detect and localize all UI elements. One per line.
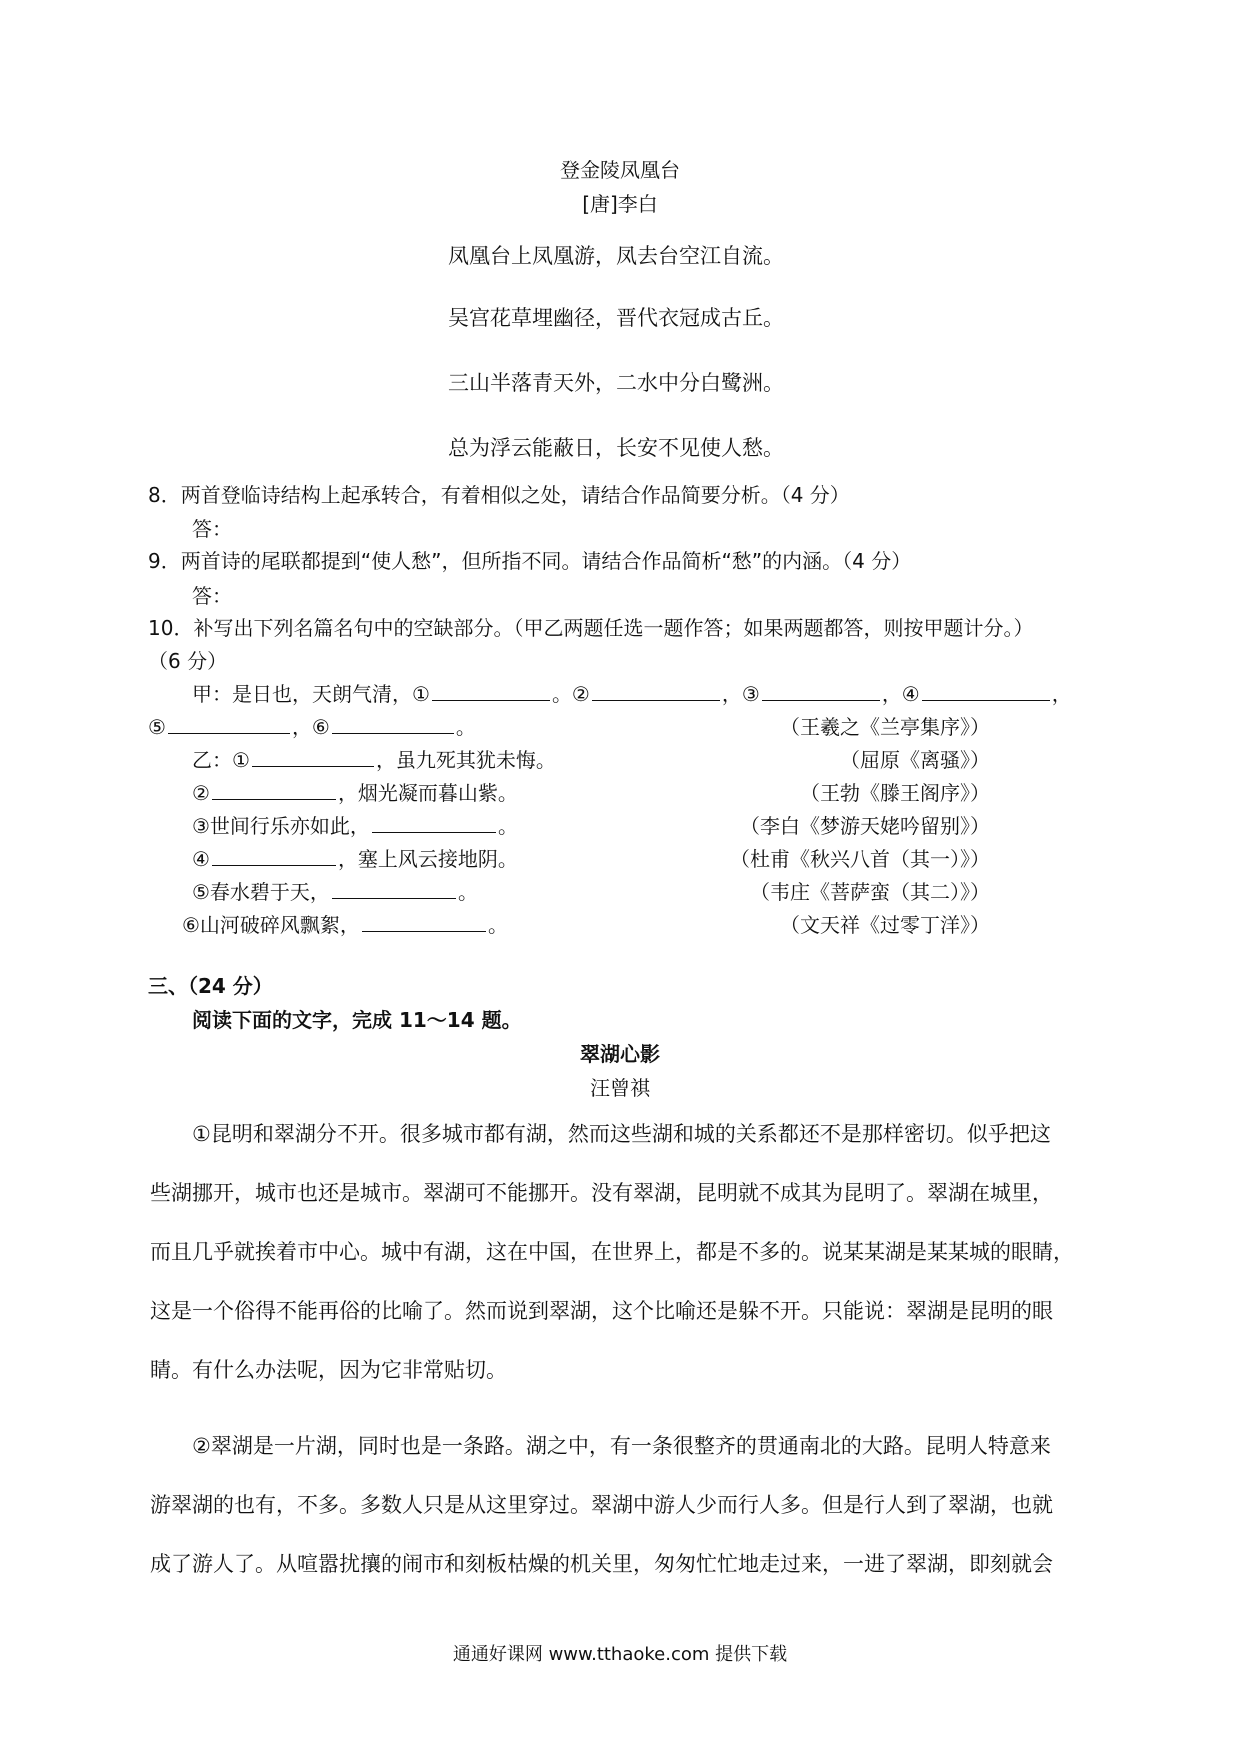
article-title: 翠湖心影 [580,1042,660,1066]
fill-source: （屈原《离骚》） [840,748,990,772]
paragraph-line: 这是一个俗得不能再俗的比喻了。然而说到翠湖，这个比喻还是躲不开。只能说：翠湖是昆明的眼 [150,1299,1053,1323]
fill-jia-label: ，⑥ [291,715,330,739]
fill-jia-label: ⑤ [148,715,166,739]
poem-line: 总为浮云能蔽日，长安不见使人愁。 [448,436,784,460]
fill-source: （王勃《滕王阁序》） [800,781,990,805]
answer-blank[interactable] [592,682,720,701]
paragraph-line: 游翠湖的也有，不多。多数人只是从这里穿过。翠湖中游人少而行人多。但是行人到了翠湖，也就 [150,1493,1053,1517]
fill-yi-prefix: 乙：① [192,748,250,772]
fill-yi-prefix: ② [192,781,210,805]
fill-yi-text: ，塞上风云接地阴。 [337,847,518,871]
fill-yi-end: 。 [497,814,518,838]
paragraph-line: 睛。有什么办法呢，因为它非常贴切。 [150,1358,507,1382]
fill-source: （韦庄《菩萨蛮（其二）》） [750,880,990,904]
fill-yi-3 [192,810,518,839]
answer-blank[interactable] [332,715,454,734]
fill-jia-prefix: 甲：是日也，天朗气清，① [192,682,430,706]
question-9: 9．两首诗的尾联都提到“使人愁”，但所指不同。请结合作品简析“愁”的内涵。（4 分） [148,549,912,573]
answer-blank[interactable] [168,715,290,734]
answer-blank[interactable] [762,682,880,701]
answer-blank[interactable] [332,880,456,899]
answer-blank[interactable] [372,814,496,833]
answer-blank[interactable] [212,847,336,866]
answer-blank[interactable] [252,748,374,767]
poem-line: 三山半落青天外，二水中分白鹭洲。 [448,371,784,395]
answer-blank[interactable] [922,682,1050,701]
paragraph-line: 些湖挪开，城市也还是城市。翠湖可不能挪开。没有翠湖，昆明就不成其为昆明了。翠湖在城里， [150,1181,1053,1205]
paragraph-line: 成了游人了。从喧嚣扰攘的闹市和刻板枯燥的机关里，匆匆忙忙地走过来，一进了翠湖，即刻就会 [150,1552,1053,1576]
fill-jia-comma: ， [1051,682,1072,706]
fill-jia-sep: ，④ [881,682,920,706]
section-instruction: 阅读下面的文字，完成 11～14 题。 [192,1008,522,1032]
fill-yi-text: ⑥山河破碎风飘絮， [182,913,360,937]
paragraph-line: ②翠湖是一片湖，同时也是一条路。湖之中，有一条很整齐的贯通南北的大路。昆明人特意来 [192,1434,1051,1458]
answer-blank[interactable] [212,781,336,800]
answer-label: 答： [192,517,232,541]
section-header: 三、（24 分） [148,974,273,998]
fill-yi-end: 。 [487,913,508,937]
fill-jia-sep: ，③ [721,682,760,706]
answer-blank[interactable] [362,913,486,932]
fill-source: （王羲之《兰亭集序》） [780,715,990,739]
fill-source: （李白《梦游天姥吟留别》） [740,814,990,838]
page-footer: 通通好课网 www.tthaoke.com 提供下载 [452,1644,788,1665]
paragraph-line: 而且几乎就挨着市中心。城中有湖，这在中国，在世界上，都是不多的。说某某湖是某某城的眼睛， [150,1240,1074,1264]
fill-yi-text: ，虽九死其犹未悔。 [375,748,556,772]
fill-yi-text: ，烟光凝而暮山紫。 [337,781,518,805]
fill-yi-6 [182,909,508,938]
fill-source: （杜甫《秋兴八首（其一）》） [730,847,990,871]
answer-blank[interactable] [432,682,550,701]
fill-yi-4 [192,843,518,872]
paragraph-line: ①昆明和翠湖分不开。很多城市都有湖，然而这些湖和城的关系都还不是那样密切。似乎把这 [192,1122,1051,1146]
question-8: 8．两首登临诗结构上起承转合，有着相似之处，请结合作品简要分析。（4 分） [148,483,850,507]
fill-yi-text: ③世间行乐亦如此， [192,814,370,838]
fill-yi-prefix: ④ [192,847,210,871]
article-author: 汪曾祺 [590,1076,650,1100]
fill-jia-line1 [192,678,1072,707]
poem-line: 吴宫花草埋幽径，晋代衣冠成古丘。 [448,306,784,330]
question-10: 10．补写出下列名篇名句中的空缺部分。（甲乙两题任选一题作答；如果两题都答，则按甲题计分。） [148,616,1034,640]
fill-yi-2 [192,777,518,806]
fill-jia-line2 [148,711,476,740]
question-10-score: （6 分） [148,649,228,673]
fill-yi-5 [192,876,478,905]
fill-jia-end: 。 [455,715,476,739]
fill-source: （文天祥《过零丁洋》） [780,913,990,937]
poem-title: 登金陵凤凰台 [560,158,680,182]
poem-author: [唐]李白 [582,192,658,216]
fill-yi-end: 。 [457,880,478,904]
answer-label: 答： [192,584,232,608]
fill-jia-sep: 。② [551,682,590,706]
fill-yi-1 [192,744,556,773]
fill-yi-text: ⑤春水碧于天， [192,880,330,904]
poem-line: 凤凰台上凤凰游，凤去台空江自流。 [448,244,784,268]
